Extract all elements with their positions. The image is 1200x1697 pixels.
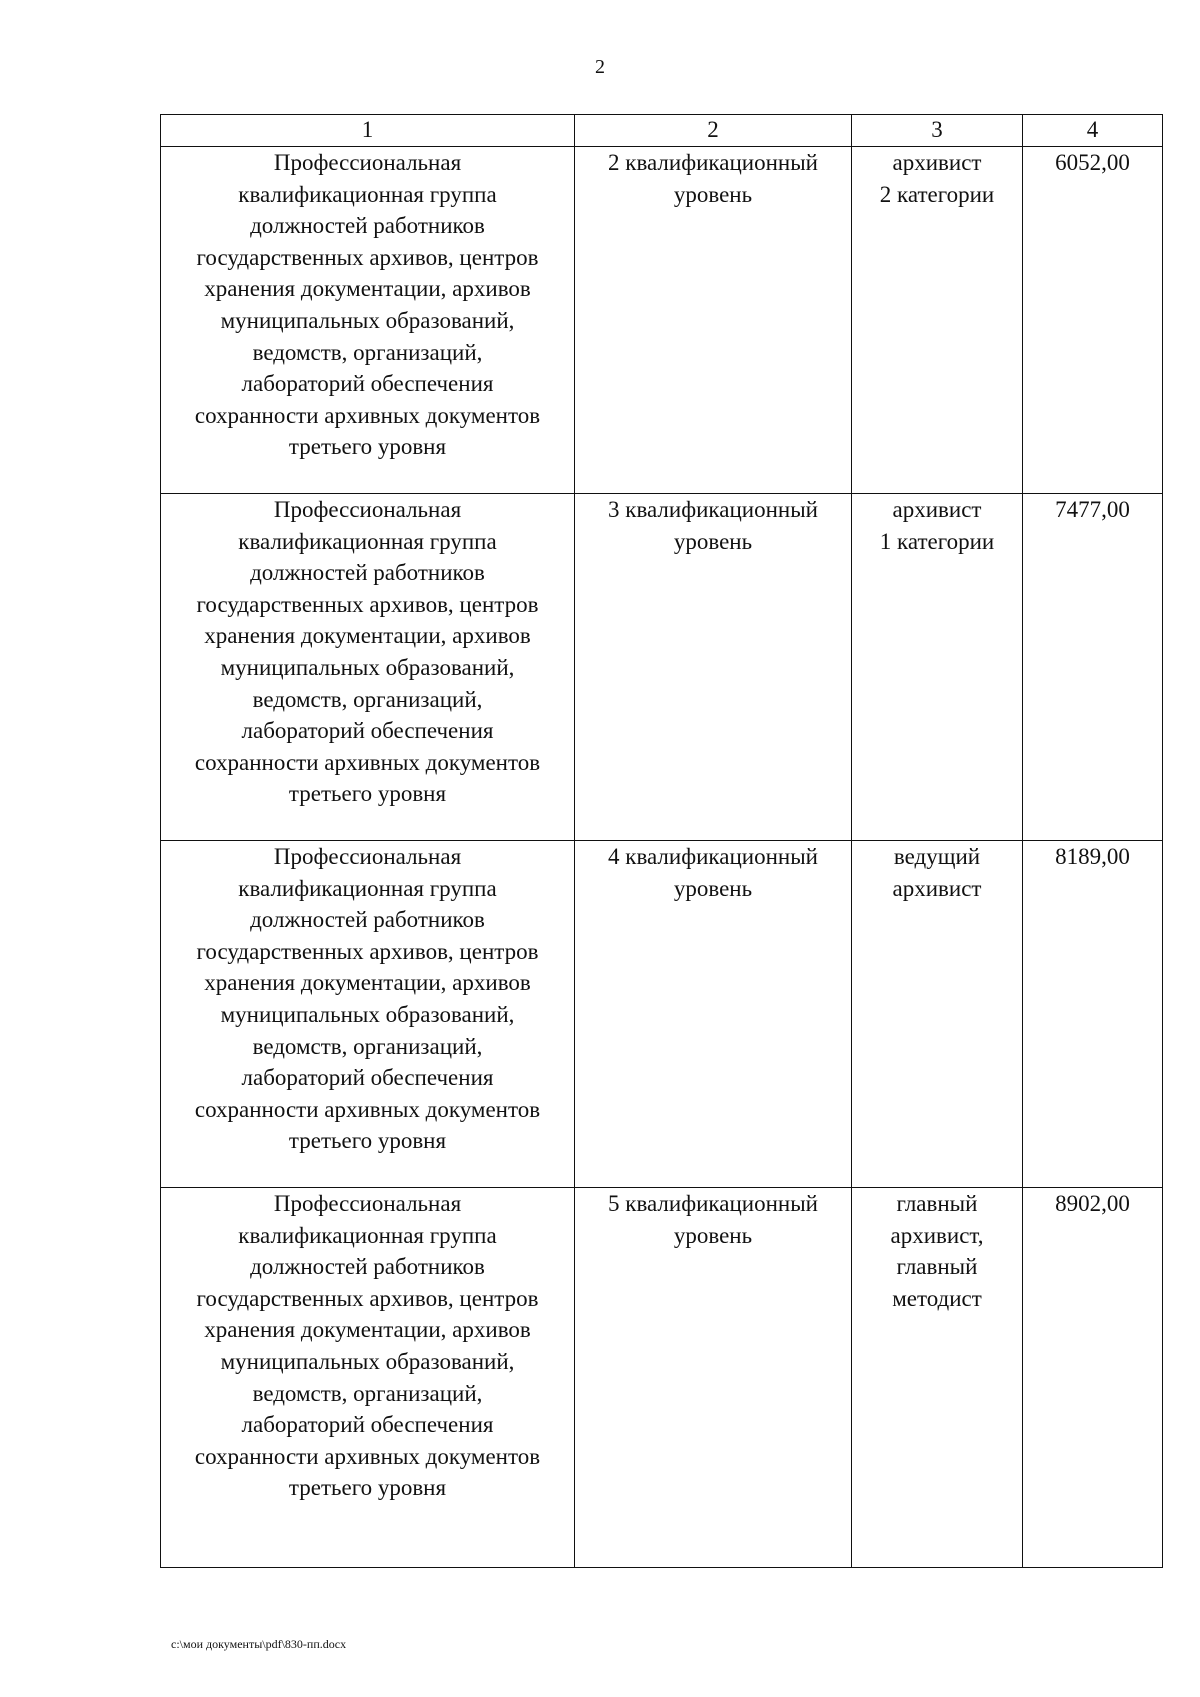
qualification-group-cell: [161, 494, 575, 841]
column-number-3: 3: [852, 115, 1023, 147]
qualification-level-cell: [575, 841, 852, 1188]
position-text: архивист 2 категории: [879, 150, 995, 207]
position-text: архивист 1 категории: [879, 497, 995, 554]
qualification-group-text: Профессиональная квалификационная группа должностей работников государственных архивов, центров хранения документации, архивов муниципальных образований, ведомств, организаций, лабораторий обеспечения сохранности архивных документов третьего уровня: [194, 1191, 541, 1501]
salary-cell: [1023, 1188, 1163, 1568]
qualification-level-cell: [575, 494, 852, 841]
table-row: [161, 841, 1163, 1188]
salary-cell: [1023, 494, 1163, 841]
position-text: главный архивист, главный методист: [890, 1191, 984, 1311]
table-row: [161, 147, 1163, 494]
qualification-group-cell: [161, 1188, 575, 1568]
salary-cell: [1023, 841, 1163, 1188]
table-header-row: [161, 115, 1163, 147]
page-number: 2: [595, 56, 605, 78]
salary-text: 7477,00: [1055, 497, 1130, 522]
footer-file-path: c:\мои документы\pdf\830-пп.docx: [171, 1637, 347, 1651]
qualification-group-cell: [161, 147, 575, 494]
qualification-level-text: 2 квалификационный уровень: [608, 150, 818, 207]
position-cell: [852, 841, 1023, 1188]
qualification-level-text: 5 квалификационный уровень: [608, 1191, 818, 1248]
salary-cell: [1023, 147, 1163, 494]
qualification-level-text: 4 квалификационный уровень: [608, 844, 818, 901]
salary-text: 6052,00: [1055, 150, 1130, 175]
salary-text: 8189,00: [1055, 844, 1130, 869]
qualification-group-text: Профессиональная квалификационная группа должностей работников государственных архивов, центров хранения документации, архивов муниципальных образований, ведомств, организаций, лабораторий обеспечения сохранности архивных документов третьего уровня: [194, 497, 541, 807]
column-number-1: 1: [161, 115, 575, 147]
qualification-level-cell: [575, 1188, 852, 1568]
qualification-level-cell: [575, 147, 852, 494]
position-cell: [852, 147, 1023, 494]
qualification-group-cell: [161, 841, 575, 1188]
position-cell: [852, 1188, 1023, 1568]
qualification-level-text: 3 квалификационный уровень: [608, 497, 818, 554]
position-cell: [852, 494, 1023, 841]
table-row: [161, 1188, 1163, 1568]
qualification-group-text: Профессиональная квалификационная группа должностей работников государственных архивов, центров хранения документации, архивов муниципальных образований, ведомств, организаций, лабораторий обеспечения сохранности архивных документов третьего уровня: [194, 150, 541, 460]
table-row: [161, 494, 1163, 841]
salary-text: 8902,00: [1055, 1191, 1130, 1216]
qualification-group-text: Профессиональная квалификационная группа должностей работников государственных архивов, центров хранения документации, архивов муниципальных образований, ведомств, организаций, лабораторий обеспечения сохранности архивных документов третьего уровня: [194, 844, 541, 1154]
column-number-2: 2: [575, 115, 852, 147]
salary-table: [160, 114, 1163, 1568]
position-text: ведущий архивист: [892, 844, 982, 901]
column-number-4: 4: [1023, 115, 1163, 147]
